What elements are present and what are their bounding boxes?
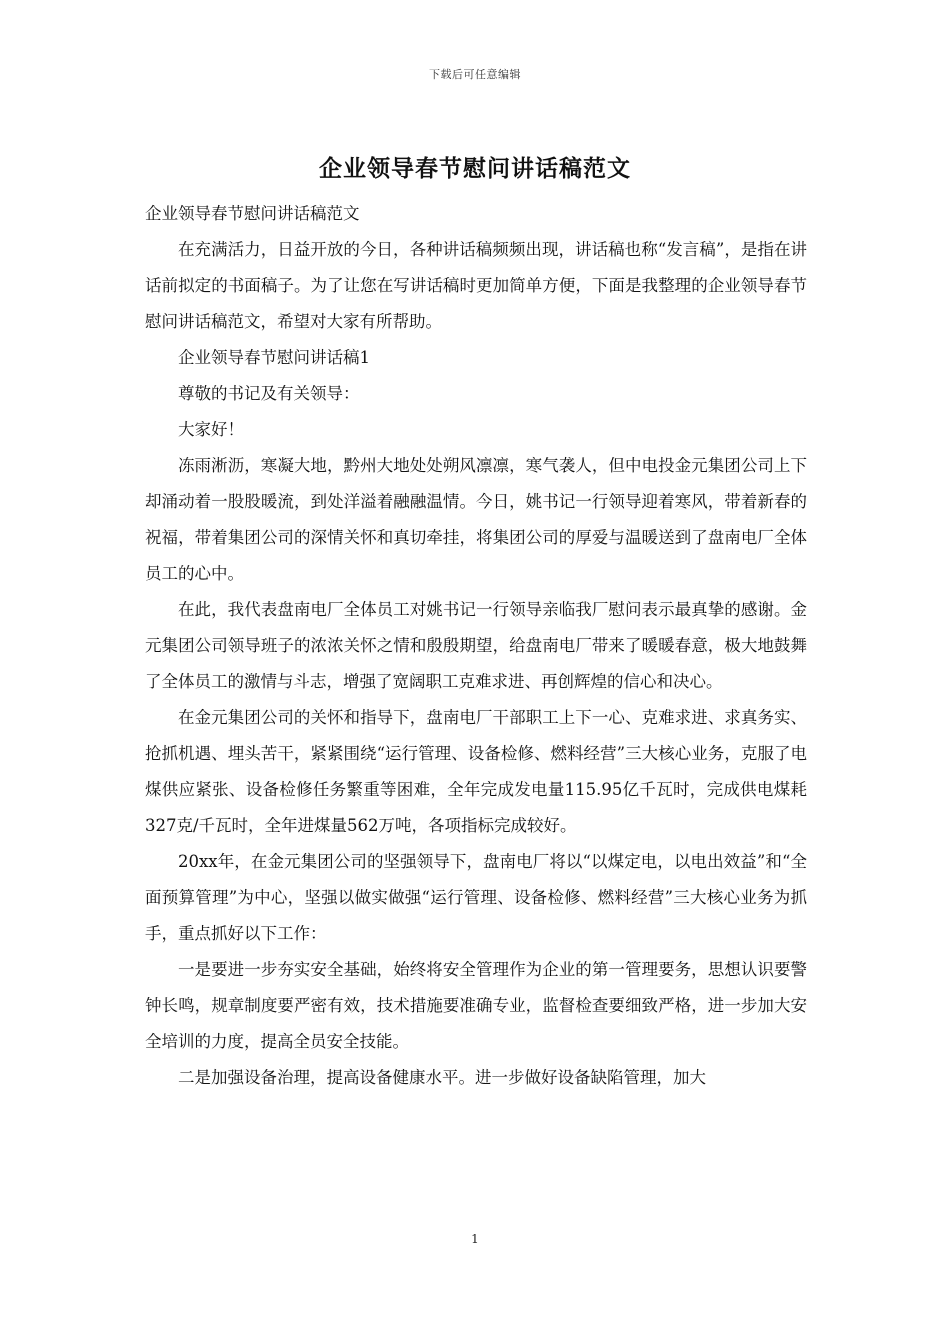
- salutation: 尊敬的书记及有关领导：: [178, 384, 360, 403]
- body-paragraph: 冻雨淅沥，寒凝大地，黔州大地处处朔风凛凛，寒气袭人，但中电投金元集团公司上下却涌动着一股股暖流，到处洋溢着融融温情。今日，姚书记一行领导迎着寒风，带着新春的祝福，带着集团公司的深情关怀和真切牵挂，将集团公司的厚爱与温暖送到了盘南电厂全体员工的心中。: [145, 456, 807, 583]
- greeting: 大家好！: [178, 420, 244, 439]
- body-paragraph: 二是加强设备治理，提高设备健康水平。进一步做好设备缺陷管理，加大: [178, 1068, 706, 1087]
- body-paragraph: 一是要进一步夯实安全基础，始终将安全管理作为企业的第一管理要务，思想认识要警钟长鸣，规章制度要严密有效，技术措施要准确专业，监督检查要细致严格，进一步加大安全培训的力度，提高全员安全技能。: [145, 960, 807, 1051]
- section-heading: 企业领导春节慰问讲话稿1: [178, 348, 370, 367]
- body-paragraph: 20xx年，在金元集团公司的坚强领导下，盘南电厂将以“以煤定电，以电出效益”和“全面预算管理”为中心，坚强以做实做强“运行管理、设备检修、燃料经营”三大核心业务为抓手，重点抓好以下工作：: [145, 852, 807, 943]
- document-title: 企业领导春节慰问讲话稿范文: [319, 155, 631, 182]
- document-body: [145, 196, 807, 1096]
- page-number: 1: [471, 1232, 479, 1246]
- intro-paragraph: 在充满活力，日益开放的今日，各种讲话稿频频出现，讲话稿也称“发言稿”，是指在讲话前拟定的书面稿子。为了让您在写讲话稿时更加简单方便，下面是我整理的企业领导春节慰问讲话稿范文，希望对大家有所帮助。: [145, 240, 807, 331]
- body-paragraph: 在金元集团公司的关怀和指导下，盘南电厂干部职工上下一心、克难求进、求真务实、抢抓机遇、埋头苦干，紧紧围绕“运行管理、设备检修、燃料经营”三大核心业务，克服了电煤供应紧张、设备检修任务繁重等困难，全年完成发电量115.95亿千瓦时，完成供电煤耗327克/千瓦时，全年进煤量562万吨，各项指标完成较好。: [145, 708, 807, 835]
- page-header-note: 下载后可任意编辑: [429, 68, 521, 81]
- body-paragraph: 在此，我代表盘南电厂全体员工对姚书记一行领导亲临我厂慰问表示最真挚的感谢。金元集团公司领导班子的浓浓关怀之情和殷殷期望，给盘南电厂带来了暖暖春意，极大地鼓舞了全体员工的激情与斗志，增强了宽阔职工克难求进、再创辉煌的信心和决心。: [145, 600, 807, 691]
- subtitle-paragraph: 企业领导春节慰问讲话稿范文: [145, 204, 360, 223]
